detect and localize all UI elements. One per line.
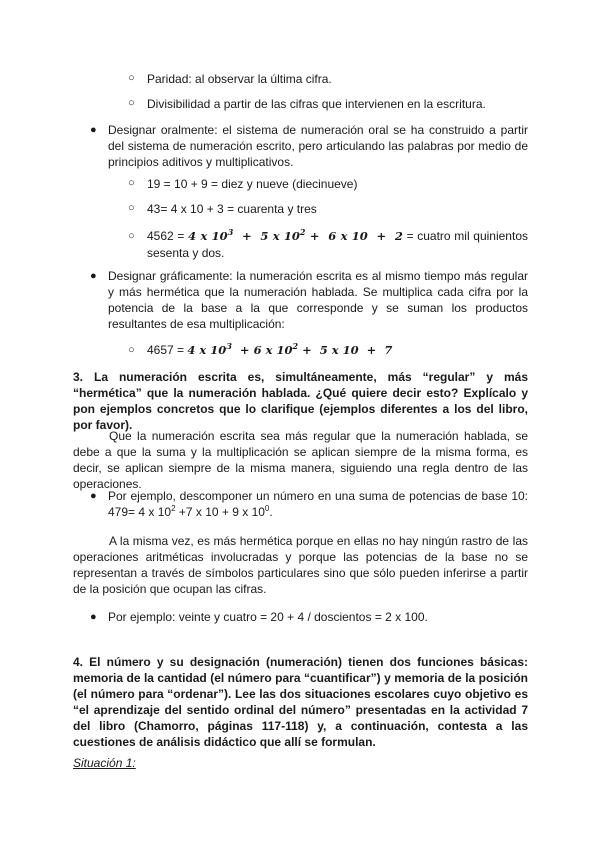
sub-bullet-divisibilidad: Divisibilidad a partir de las cifras que intervienen en la escritura. <box>147 97 486 111</box>
question-3-heading: 3. La numeración escrita es, simultáneamente, más “regular” y más “hermética” que la numeración hablada. ¿Qué quiere decir esto? Explícalo y pon ejemplos concretos que lo clarifique (ejemplos diferentes a los del libro, por favor). <box>73 370 528 432</box>
hollow-bullet-icon: ○ <box>128 344 135 356</box>
question-3-example-veinte: Por ejemplo: veinte y cuatro = 20 + 4 / doscientos = 2 x 100. <box>108 610 428 624</box>
hollow-bullet-icon: ○ <box>128 230 135 242</box>
bullet-designar-graficamente: Designar gráficamente: la numeración escrita es al mismo tiempo más regular y más hermética que la numeración hablada. Se multiplica cada cifra por la potencia de la base a la que corresponde y se suman los productos resultantes de esa multiplicación: <box>108 269 528 331</box>
question-3-paragraph-1: Que la numeración escrita sea más regular que la numeración hablada, se debe a que la suma y la multiplicación se aplican siempre de la misma forma, es decir, se aplican siempre de la misma manera, siguiendo una regla dentro de las operaciones. <box>73 429 528 491</box>
example-43: 43= 4 x 10 + 3 = cuarenta y tres <box>147 202 317 216</box>
bullet-icon: ● <box>90 490 97 502</box>
sub-bullet-paridad: Paridad: al observar la última cifra. <box>147 72 332 86</box>
hollow-bullet-icon: ○ <box>128 97 135 109</box>
example-479-line2: 479= 4 x $10^2 +7$ x 10 + 9 x $10^0$. <box>108 504 273 519</box>
bullet-icon: ● <box>90 124 97 136</box>
example-479-line1: Por ejemplo, descomponer un número en una suma de potencias de base 10: <box>108 489 528 503</box>
example-4657 <box>147 342 527 358</box>
example-4657-prefix: 4657 = <box>147 343 185 357</box>
example-4562-prefix: 4562 = <box>147 229 185 243</box>
example-19: 19 = 10 + 9 = diez y nueve (diecinueve) <box>147 177 358 191</box>
bullet-icon: ● <box>90 270 97 282</box>
hollow-bullet-icon: ○ <box>128 202 135 214</box>
bullet-icon: ● <box>90 611 97 623</box>
example-4562-math: 4 x $10^3 + 5$ x $10^2 + 6$ x 10 + 2 <box>188 227 403 243</box>
example-4562-suffix: = cuatro mil quinientos sesenta y dos. <box>147 229 528 260</box>
bullet-designar-oralmente: Designar oralmente: el sistema de numeración oral se ha construido a partir del sistema de numeración escrito, pero articulando las palabras por medio de principios aditivos y multiplicativos. <box>108 123 528 169</box>
question-3-example-479 <box>108 488 528 520</box>
example-4562 <box>147 228 528 262</box>
situacion-1-heading: Situación 1: <box>73 756 136 770</box>
hollow-bullet-icon: ○ <box>128 72 135 84</box>
example-4657-math: 4 x $10^3 + 6$ x $10^2 + 5$ x 10 + 7 <box>187 341 393 357</box>
hollow-bullet-icon: ○ <box>128 177 135 189</box>
question-4-heading: 4. El número y su designación (numeración) tienen dos funciones básicas: memoria de la cantidad (el número para “cuantificar”) y memoria de la posición (el número para “ordenar”). Lee las dos situaciones escolares cuyo objetivo es “el aprendizaje del sentido ordinal del número” presentadas en la actividad 7 del libro (Chamorro, páginas 117-118) y, a continuación, contesta a las cuestiones de análisis didáctico que allí se formulan. <box>73 655 528 749</box>
question-3-paragraph-2: A la misma vez, es más hermética porque en ellas no hay ningún rastro de las operaciones aritméticas involucradas y porque las potencias de la base no se representan a través de símbolos particulares sino que sólo pueden inferirse a partir de la posición que ocupan las cifras. <box>73 534 528 596</box>
